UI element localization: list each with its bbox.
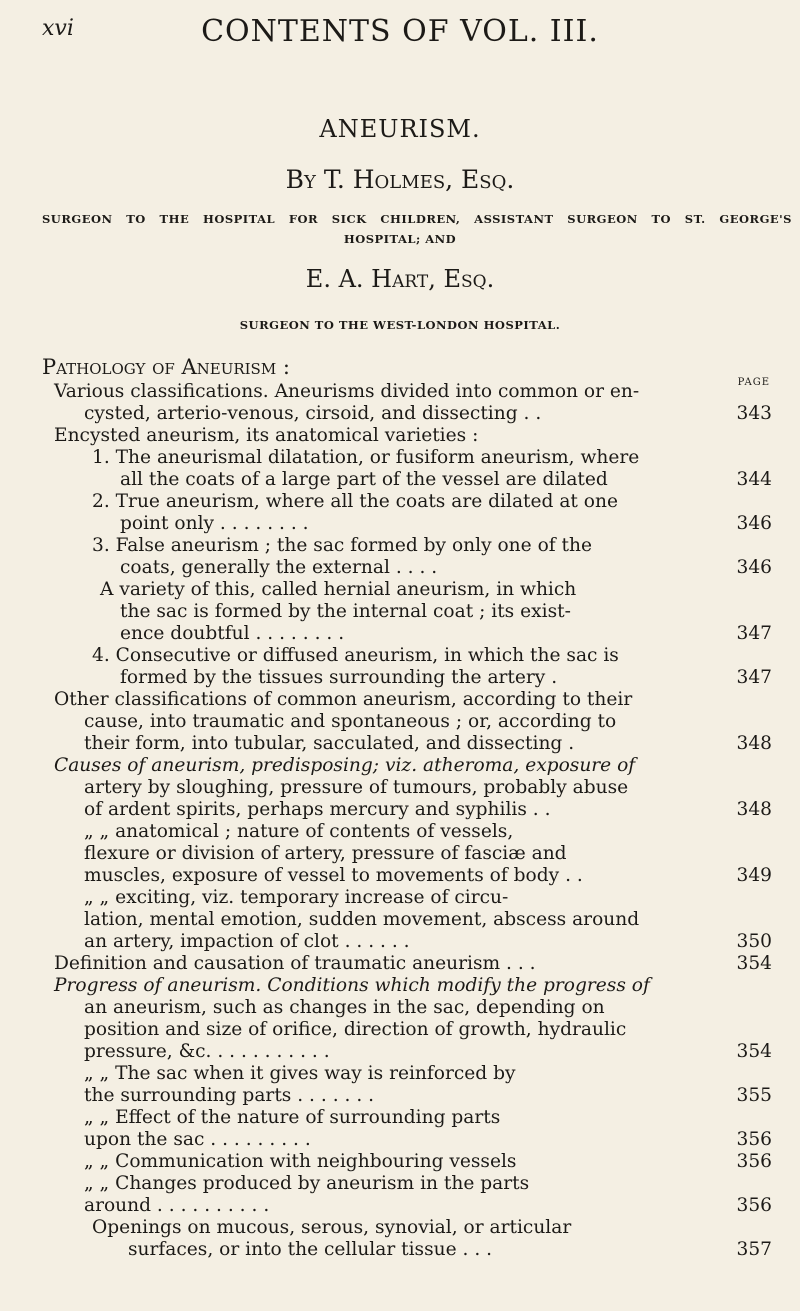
- toc-text: 4. Consecutive or diffused aneurism, in which the sac is: [92, 645, 619, 666]
- toc-line: [42, 491, 772, 513]
- author-line-1: By T. Holmes, Esq.: [285, 165, 515, 194]
- toc-text: of ardent spirits, perhaps mercury and syphilis . .: [84, 799, 551, 820]
- toc-text: coats, generally the external . . . .: [120, 557, 438, 578]
- toc-page: 356: [736, 1129, 772, 1150]
- toc-text: the sac is formed by the internal coat ; its exist-: [120, 601, 571, 622]
- toc-line: [42, 601, 772, 623]
- toc-line: [42, 1019, 772, 1041]
- toc-line: [42, 711, 772, 733]
- toc-text: an artery, impaction of clot . . . . . .: [84, 931, 410, 952]
- toc-text: 1. The aneurismal dilatation, or fusiform aneurism, where: [92, 447, 640, 468]
- toc-text: „ „ The sac when it gives way is reinforced by: [84, 1063, 516, 1084]
- toc-text: surfaces, or into the cellular tissue . . .: [128, 1239, 493, 1260]
- toc-page: 355: [736, 1085, 772, 1106]
- toc-text: an aneurism, such as changes in the sac, depending on: [84, 997, 605, 1018]
- toc-line: [42, 843, 772, 865]
- toc-text: artery by sloughing, pressure of tumours, probably abuse: [84, 777, 629, 798]
- toc-text: position and size of orifice, direction of growth, hydraulic: [84, 1019, 627, 1040]
- toc-line: [42, 777, 772, 799]
- article-title: ANEURISM.: [319, 115, 481, 143]
- toc-text: „ „ Communication with neighbouring vessels: [84, 1151, 517, 1172]
- toc-line: [42, 909, 772, 931]
- toc-line: [42, 975, 772, 997]
- toc-line: [42, 447, 772, 469]
- toc-page: 356: [736, 1151, 772, 1172]
- toc-line: [42, 623, 772, 645]
- toc-text: Other classifications of common aneurism, according to their: [54, 689, 633, 710]
- toc-line: [42, 1085, 772, 1107]
- page-column-heading: PAGE: [737, 377, 770, 388]
- toc-line: [42, 821, 772, 843]
- toc-page: 354: [736, 1041, 772, 1062]
- page-number: xvi: [42, 16, 74, 41]
- toc-page: 357: [736, 1239, 772, 1260]
- toc-page: 347: [736, 623, 772, 644]
- toc-text: cysted, arterio-venous, cirsoid, and dissecting . .: [84, 403, 542, 424]
- toc-line: [42, 733, 772, 755]
- toc-text: formed by the tissues surrounding the artery .: [120, 667, 558, 688]
- toc-page: 350: [736, 931, 772, 952]
- toc-line: [42, 931, 772, 953]
- toc-line: [42, 1107, 772, 1129]
- toc-text: all the coats of a large part of the vessel are dilated: [120, 469, 608, 490]
- toc-page: 348: [736, 733, 772, 754]
- toc-text: the surrounding parts . . . . . . .: [84, 1085, 375, 1106]
- toc-text: muscles, exposure of vessel to movements of body . .: [84, 865, 583, 886]
- toc-text: Various classifications. Aneurisms divided into common or en-: [54, 381, 640, 402]
- toc-line: [42, 1129, 772, 1151]
- toc-text: lation, mental emotion, sudden movement, abscess around: [84, 909, 640, 930]
- toc-text: „ „ Changes produced by aneurism in the parts: [84, 1173, 530, 1194]
- toc-line: [42, 1239, 772, 1261]
- toc-text: pressure, &c. . . . . . . . . . .: [84, 1041, 330, 1062]
- toc-line: [42, 887, 772, 909]
- toc-page: 356: [736, 1195, 772, 1216]
- toc-line: [42, 579, 772, 601]
- toc-text: Causes of aneurism, predisposing; viz. atheroma, exposure of: [54, 755, 636, 776]
- toc-page: 354: [736, 953, 772, 974]
- toc-line: [42, 1041, 772, 1063]
- toc-line: [42, 997, 772, 1019]
- toc-text: around . . . . . . . . . .: [84, 1195, 270, 1216]
- toc-text: flexure or division of artery, pressure of fasciæ and: [84, 843, 567, 864]
- toc-line: [42, 667, 772, 689]
- toc-text: Openings on mucous, serous, synovial, or articular: [92, 1217, 572, 1238]
- toc-text: ence doubtful . . . . . . . .: [120, 623, 345, 644]
- section-title: Pathology of Aneurism :: [42, 355, 290, 379]
- running-head: [0, 14, 800, 48]
- toc-line: [42, 403, 772, 425]
- toc-line: [42, 425, 772, 447]
- toc-page: 349: [736, 865, 772, 886]
- toc-page: 344: [736, 469, 772, 490]
- author-affiliation-1-cont: HOSPITAL; AND: [343, 232, 457, 246]
- table-of-contents: [42, 353, 772, 1261]
- toc-line: [42, 513, 772, 535]
- toc-page: 343: [736, 403, 772, 424]
- toc-page: 346: [736, 557, 772, 578]
- toc-text: upon the sac . . . . . . . . .: [84, 1129, 311, 1150]
- toc-text: A variety of this, called hernial aneurism, in which: [100, 579, 577, 600]
- author-line-2: E. A. Hart, Esq.: [305, 265, 495, 293]
- toc-line: [42, 535, 772, 557]
- author-affiliation-1: SURGEON TO THE HOSPITAL FOR SICK CHILDREN, ASSISTANT SURGEON TO ST. GEORGE'S: [42, 212, 792, 226]
- toc-line: [42, 865, 772, 887]
- toc-text: Encysted aneurism, its anatomical varieties :: [54, 425, 479, 446]
- toc-text: 2. True aneurism, where all the coats are dilated at one: [92, 491, 618, 512]
- toc-line: [42, 799, 772, 821]
- toc-line: [42, 953, 772, 975]
- toc-line: [42, 1173, 772, 1195]
- toc-line: [42, 469, 772, 491]
- toc-text: „ „ anatomical ; nature of contents of vessels,: [84, 821, 514, 842]
- author-affiliation-2: SURGEON TO THE WEST-LONDON HOSPITAL.: [239, 318, 561, 332]
- toc-line: [42, 645, 772, 667]
- running-title: CONTENTS OF VOL. III.: [201, 14, 599, 49]
- toc-text: Progress of aneurism. Conditions which modify the progress of: [54, 975, 650, 996]
- toc-line: [42, 1217, 772, 1239]
- toc-line: [42, 755, 772, 777]
- toc-text: their form, into tubular, sacculated, and dissecting .: [84, 733, 575, 754]
- toc-line: [42, 1063, 772, 1085]
- toc-line: [42, 689, 772, 711]
- toc-text: „ „ exciting, viz. temporary increase of circu-: [84, 887, 509, 908]
- toc-line: [42, 381, 772, 403]
- toc-page: 347: [736, 667, 772, 688]
- toc-text: cause, into traumatic and spontaneous ; or, according to: [84, 711, 617, 732]
- toc-line: [42, 1195, 772, 1217]
- toc-text: point only . . . . . . . .: [120, 513, 309, 534]
- toc-page: 346: [736, 513, 772, 534]
- toc-text: 3. False aneurism ; the sac formed by only one of the: [92, 535, 593, 556]
- toc-line: [42, 1151, 772, 1173]
- toc-text: Definition and causation of traumatic aneurism . . .: [54, 953, 536, 974]
- toc-text: „ „ Effect of the nature of surrounding parts: [84, 1107, 501, 1128]
- toc-page: 348: [736, 799, 772, 820]
- toc-line: [42, 557, 772, 579]
